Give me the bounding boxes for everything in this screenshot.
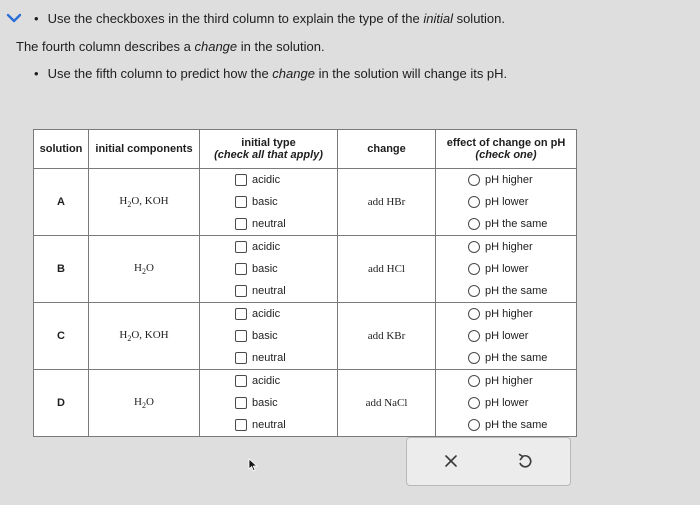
change-cell: add HCl [338,236,436,303]
effect-option[interactable] [468,236,576,258]
radio-button[interactable] [468,375,480,387]
type-option[interactable] [235,347,337,369]
effect-option-label: pH lower [485,196,529,208]
formula-subscript: 2 [127,200,132,210]
effect-option-label: pH lower [485,397,529,409]
header-initial-type-sub: (check all that apply) [214,149,323,161]
radio-button[interactable] [468,196,480,208]
initial-type-cell [200,169,338,236]
effect-option-label: pH higher [485,241,533,253]
instruction-text: The fourth column describes a [16,39,195,54]
radio-button[interactable] [468,218,480,230]
type-option-label: acidic [252,241,281,253]
table-row [34,370,577,437]
header-effect-sub: (check one) [475,149,537,161]
instruction-text: Use the fifth column to predict how the [47,66,273,81]
effect-option-label: pH the same [485,419,548,431]
change-cell: add HBr [338,169,436,236]
instruction-text: in the solution. [237,39,325,54]
checkbox[interactable] [235,285,247,297]
type-option[interactable] [235,236,337,258]
radio-button[interactable] [468,308,480,320]
effect-option[interactable] [468,414,576,436]
type-option[interactable] [235,392,337,414]
radio-button[interactable] [468,241,480,253]
solution-label: A [34,169,89,236]
bullet: • [34,11,39,26]
radio-button[interactable] [468,397,480,409]
type-option[interactable] [235,213,337,235]
change-cell: add KBr [338,303,436,370]
initial-components [89,303,200,370]
instruction-line-1 [34,11,505,26]
radio-button[interactable] [468,263,480,275]
initial-components [89,169,200,236]
formula-subscript: 2 [142,401,146,411]
type-option[interactable] [235,325,337,347]
radio-button[interactable] [468,285,480,297]
formula-part: H [134,395,142,408]
header-effect [436,130,577,169]
effect-option-label: pH lower [485,330,529,342]
solution-label: C [34,303,89,370]
type-option-label: basic [252,263,278,275]
effect-cell [436,169,577,236]
type-option-label: neutral [252,218,286,230]
radio-button[interactable] [468,174,480,186]
mouse-cursor-icon [248,458,258,472]
chevron-down-icon[interactable] [4,8,24,28]
instruction-line-3 [34,66,507,81]
table-row [34,303,577,370]
type-option-label: neutral [252,285,286,297]
effect-option-label: pH lower [485,263,529,275]
instruction-emphasis: initial [423,11,453,26]
solutions-table [33,129,577,437]
effect-option[interactable] [468,213,576,235]
header-initial-components: initial components [89,130,200,169]
table-row [34,236,577,303]
formula-part: O, KOH [131,194,169,207]
effect-option-label: pH the same [485,352,548,364]
bullet: • [34,66,39,81]
type-option[interactable] [235,370,337,392]
header-solution: solution [34,130,89,169]
type-option[interactable] [235,191,337,213]
effect-option[interactable] [468,347,576,369]
effect-option-label: pH the same [485,285,548,297]
action-bar [406,437,571,486]
type-option[interactable] [235,414,337,436]
type-option-label: neutral [252,419,286,431]
type-option-label: acidic [252,375,281,387]
formula-part: O [146,261,154,274]
instruction-line-2 [16,39,325,54]
initial-type-cell [200,236,338,303]
formula-part: O [146,395,154,408]
effect-option[interactable] [468,392,576,414]
instruction-emphasis: change [272,66,315,81]
formula-subscript: 2 [142,267,146,277]
formula-part: H [134,261,142,274]
checkbox[interactable] [235,419,247,431]
change-cell: add NaCl [338,370,436,437]
radio-button[interactable] [468,330,480,342]
effect-option[interactable] [468,325,576,347]
effect-cell [436,370,577,437]
type-option-label: acidic [252,308,281,320]
effect-option[interactable] [468,169,576,191]
effect-option-label: pH the same [485,218,548,230]
effect-option-label: pH higher [485,375,533,387]
type-option[interactable] [235,280,337,302]
initial-components [89,236,200,303]
formula-part: O, KOH [131,328,169,341]
checkbox[interactable] [235,397,247,409]
checkbox[interactable] [235,241,247,253]
type-option-label: acidic [252,174,281,186]
effect-option[interactable] [468,303,576,325]
checkbox[interactable] [235,174,247,186]
checkbox[interactable] [235,308,247,320]
instruction-text: Use the checkboxes in the third column to explain the type of the [47,11,424,26]
checkbox[interactable] [235,352,247,364]
type-option[interactable] [235,303,337,325]
formula-subscript: 2 [127,334,132,344]
undo-icon[interactable] [516,452,534,470]
effect-option-label: pH higher [485,174,533,186]
type-option-label: basic [252,397,278,409]
solution-label: B [34,236,89,303]
instruction-emphasis: change [194,39,238,54]
effect-cell [436,236,577,303]
initial-type-cell [200,303,338,370]
header-initial-type-label: initial type [241,137,296,149]
radio-button[interactable] [468,352,480,364]
type-option[interactable] [235,169,337,191]
initial-components [89,370,200,437]
checkbox[interactable] [235,330,247,342]
instruction-text: solution. [452,11,506,26]
radio-button[interactable] [468,419,480,431]
instruction-text: in the solution will change its pH. [314,66,508,81]
formula-part: H [119,194,128,207]
checkbox[interactable] [235,218,247,230]
effect-option[interactable] [468,280,576,302]
header-initial-type [200,130,338,169]
checkbox[interactable] [235,375,247,387]
effect-option[interactable] [468,258,576,280]
effect-option[interactable] [468,191,576,213]
type-option-label: basic [252,330,278,342]
header-change: change [338,130,436,169]
solution-label: D [34,370,89,437]
table-header-row [34,130,577,169]
x-icon[interactable] [443,453,459,469]
header-effect-label: effect of change on pH [446,137,566,149]
effect-option-label: pH higher [485,308,533,320]
table-row [34,169,577,236]
initial-type-cell [200,370,338,437]
effect-option[interactable] [468,370,576,392]
type-option[interactable] [235,258,337,280]
formula-part: H [119,328,128,341]
checkbox[interactable] [235,263,247,275]
type-option-label: neutral [252,352,286,364]
checkbox[interactable] [235,196,247,208]
effect-cell [436,303,577,370]
type-option-label: basic [252,196,278,208]
